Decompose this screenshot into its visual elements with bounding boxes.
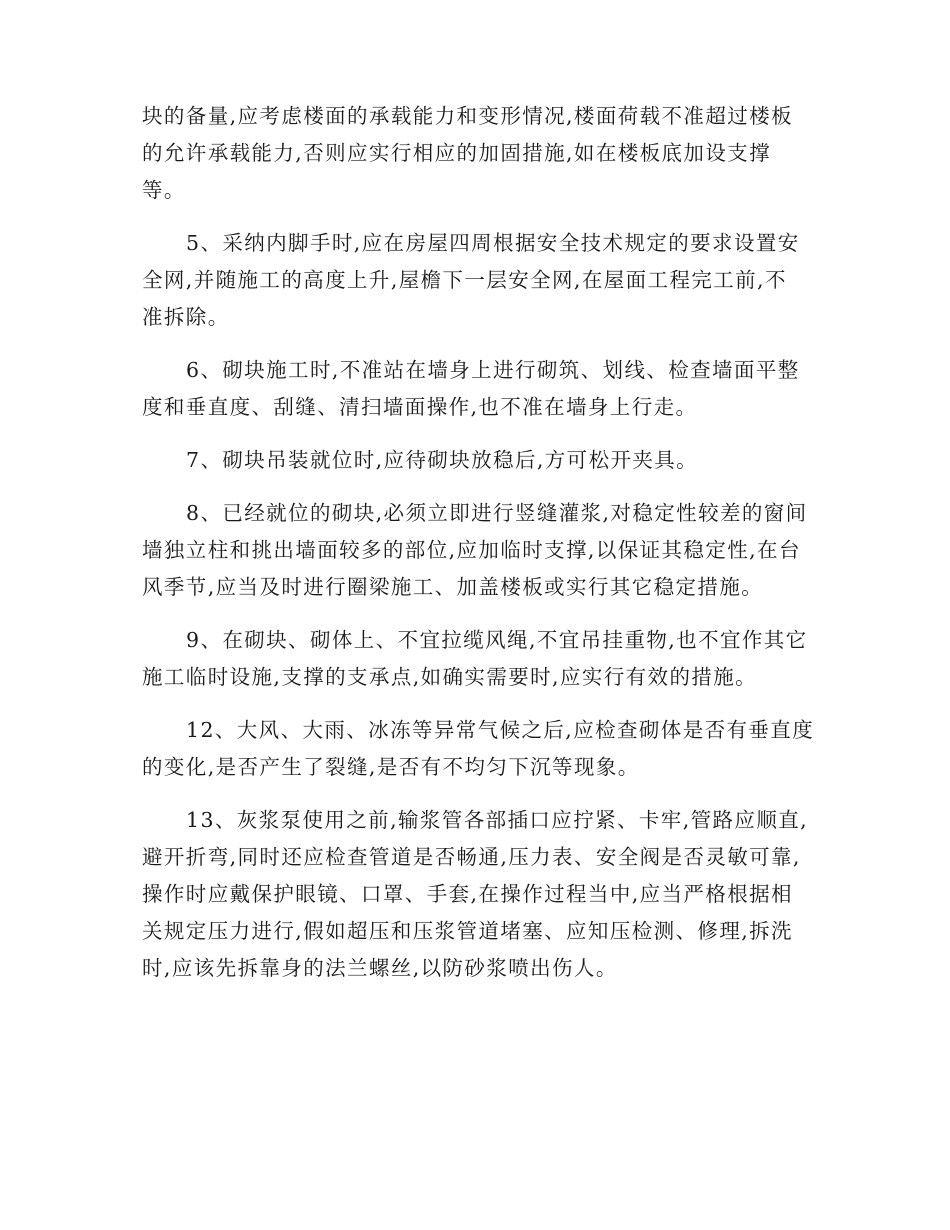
paragraph-item-8	[142, 495, 812, 606]
text-line: 的允许承载能力,否则应实行相应的加固措施,如在楼板底加设支撑	[142, 141, 772, 165]
paragraph-item-12	[142, 712, 815, 786]
text-line: 8、已经就位的砌块,必须立即进行竖缝灌浆,对稳定性较差的窗间	[186, 501, 808, 525]
text-line: 12、大风、大雨、冰冻等异常气候之后,应检查砌体是否有垂直度	[186, 718, 815, 742]
paragraph-item-7	[142, 442, 812, 479]
text-line: 墙独立柱和挑出墙面较多的部位,应加临时支撑,以保证其稳定性,在台	[142, 538, 801, 562]
text-line: 时,应该先拆靠身的法兰螺丝,以防砂浆喷出伤人。	[142, 956, 618, 980]
text-line: 风季节,应当及时进行圈梁施工、加盖楼板或实行其它稳定措施。	[142, 575, 764, 599]
text-line: 度和垂直度、刮缝、清扫墙面操作,也不准在墙身上行走。	[142, 395, 698, 419]
text-line: 施工临时设施,支撑的支承点,如确实需要时,应实行有效的措施。	[142, 665, 758, 689]
text-line: 7、砌块吊装就位时,应待砌块放稳后,方可松开夹具。	[186, 448, 699, 472]
text-line: 13、灰浆泵使用之前,输浆管各部插口应拧紧、卡牢,管路应顺直,	[186, 808, 809, 832]
paragraph-item-5	[142, 225, 812, 336]
text-line: 6、砌块施工时,不准站在墙身上进行砌筑、划线、检查墙面平整	[186, 358, 800, 382]
paragraph-item-13	[142, 802, 812, 987]
text-line: 关规定压力进行,假如超压和压浆管道堵塞、应知压检测、修理,拆洗	[142, 919, 793, 943]
text-line: 全网,并随施工的高度上升,屋檐下一层安全网,在屋面工程完工前,不	[142, 268, 787, 292]
text-line: 避开折弯,同时还应检查管道是否畅通,压力表、安全阀是否灵敏可靠,	[142, 845, 801, 869]
text-line: 等。	[142, 178, 186, 202]
paragraph-item-9	[142, 622, 812, 696]
text-line: 的变化,是否产生了裂缝,是否有不均匀下沉等现象。	[142, 755, 640, 779]
text-line: 准拆除。	[142, 305, 230, 329]
paragraph-continued	[142, 98, 812, 209]
paragraph-item-6	[142, 352, 812, 426]
text-line: 块的备量,应考虑楼面的承载能力和变形情况,楼面荷载不准超过楼板	[142, 104, 793, 128]
text-line: 5、采纳内脚手时,应在房屋四周根据安全技术规定的要求设置安	[186, 231, 800, 255]
text-line: 9、在砌块、砌体上、不宜拉缆风绳,不宜吊挂重物,也不宜作其它	[186, 628, 808, 652]
document-body	[142, 98, 815, 1003]
text-line: 操作时应戴保护眼镜、口罩、手套,在操作过程当中,应当严格根据相	[142, 882, 793, 906]
